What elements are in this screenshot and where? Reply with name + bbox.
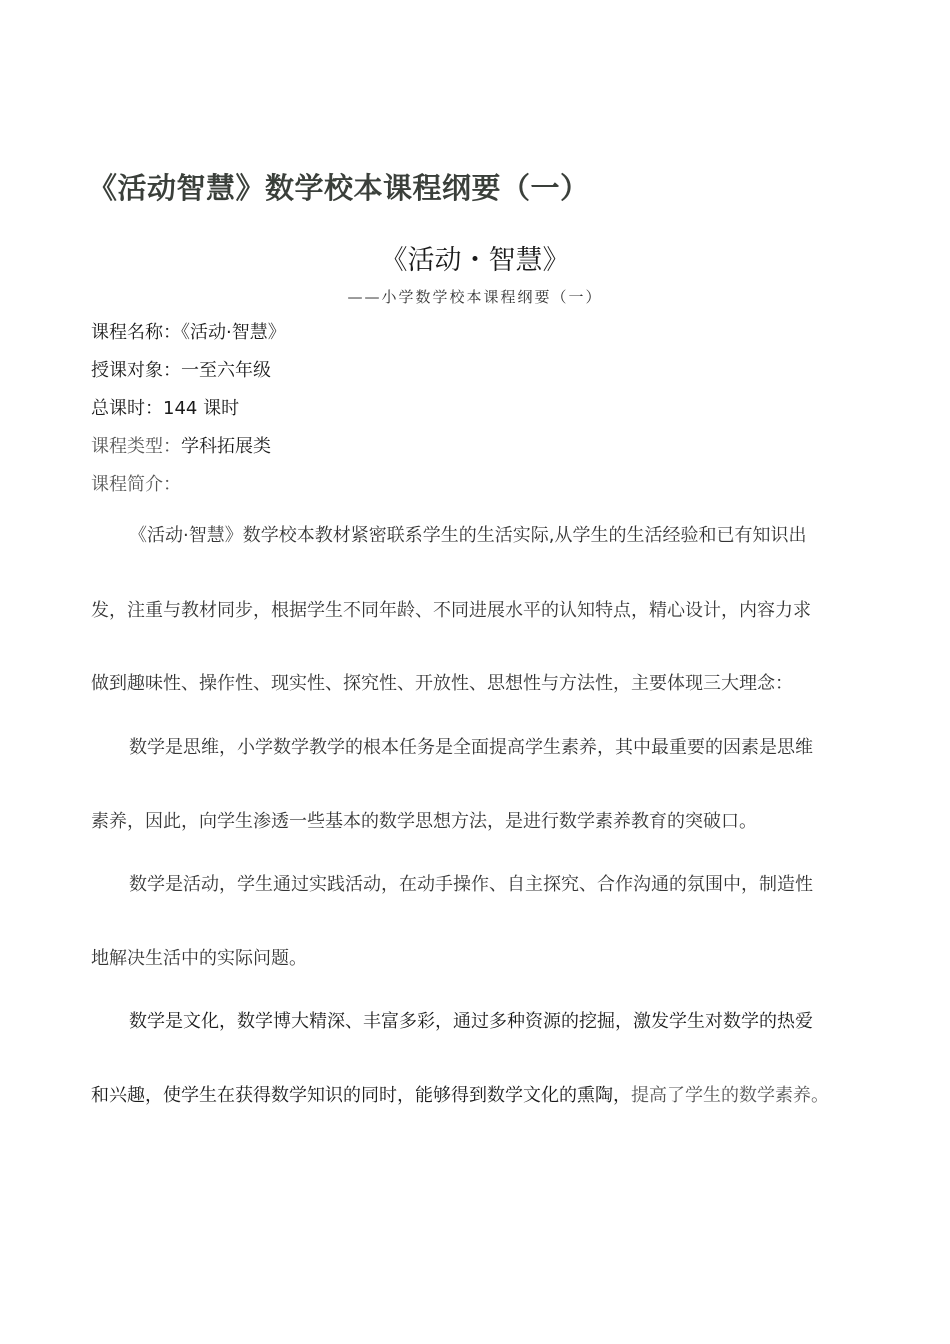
paragraph-4-line-1: 数学是文化，数学博大精深、丰富多彩，通过多种资源的挖掘，激发学生对数学的热爱	[129, 1011, 813, 1032]
info-hours-value: 144 课时	[163, 398, 240, 419]
course-subtitle: ——小学数学校本课程纲要（一）	[347, 288, 603, 306]
info-type	[91, 432, 271, 458]
paragraph-1-line-1: 《活动·智慧》数学校本教材紧密联系学生的生活实际,从学生的生活经验和已有知识出	[129, 525, 807, 546]
info-course-name-value: 《活动·智慧》	[181, 322, 286, 343]
course-center-title: 《活动・智慧》	[380, 245, 570, 276]
paragraph-4-line-2-main: 和兴趣，使学生在获得数学知识的同时，能够得到数学文化的熏陶，	[91, 1085, 631, 1106]
paragraph-1-line-3: 做到趣味性、操作性、现实性、探究性、开放性、思想性与方法性，主要体现三大理念：	[91, 673, 793, 694]
document-title: 《活动智慧》数学校本课程纲要（一）	[88, 171, 590, 205]
info-audience	[91, 356, 271, 382]
paragraph-2-line-2: 素养，因此，向学生渗透一些基本的数学思想方法，是进行数学素养教育的突破口。	[91, 811, 757, 832]
info-course-name-label: 课程名称：	[91, 322, 181, 343]
info-type-value: 学科拓展类	[181, 436, 271, 457]
paragraph-2-line-1: 数学是思维，小学数学教学的根本任务是全面提高学生素养，其中最重要的因素是思维	[129, 737, 813, 758]
paragraph-3-line-2: 地解决生活中的实际问题。	[91, 948, 307, 969]
info-hours-label: 总课时：	[91, 398, 163, 419]
paragraph-4-line-2-tail: 提高了学生的数学素养。	[631, 1085, 829, 1106]
paragraph-1-line-2: 发，注重与教材同步，根据学生不同年龄、不同进展水平的认知特点，精心设计，内容力求	[91, 600, 811, 621]
info-type-label: 课程类型：	[91, 436, 181, 457]
paragraph-3-line-1: 数学是活动，学生通过实践活动，在动手操作、自主探究、合作沟通的氛围中，制造性	[129, 874, 813, 895]
info-intro-label: 课程简介：	[91, 474, 181, 495]
info-audience-value: 一至六年级	[181, 360, 271, 381]
info-hours	[91, 394, 239, 420]
info-course-name	[91, 318, 286, 344]
paragraph-4-line-2	[91, 1081, 829, 1107]
info-audience-label: 授课对象：	[91, 360, 181, 381]
